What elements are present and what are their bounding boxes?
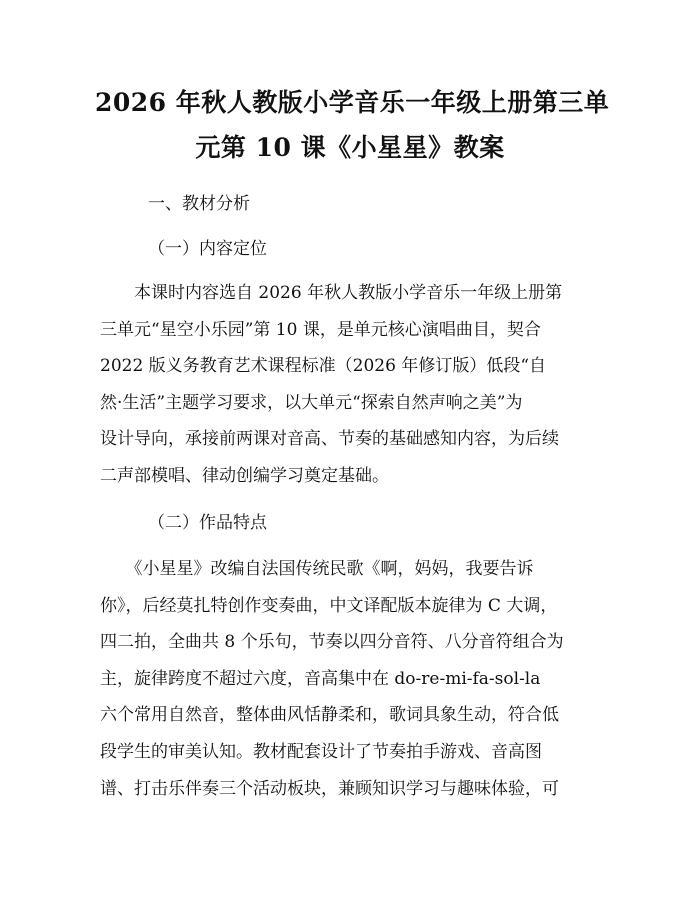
- paragraph-line: 你》，后经莫扎特创作变奏曲，中文译配版本旋律为 C 大调，: [100, 596, 558, 616]
- document-title-line-1: 2026 年秋人教版小学音乐一年级上册第三单: [95, 88, 610, 117]
- paragraph-line: 六个常用自然音，整体曲风恬静柔和，歌词具象生动，符合低: [100, 705, 559, 725]
- paragraph-line: 三单元“星空小乐园”第 10 课，是单元核心演唱曲目，契合: [100, 320, 541, 340]
- paragraph-line: 2022 版义务教育艺术课程标准（2026 年修订版）低段“自: [100, 356, 547, 376]
- paragraph-line: 四二拍，全曲共 8 个乐句，节奏以四分音符、八分音符组合为: [100, 632, 564, 652]
- section-heading-materials-analysis: 一、教材分析: [148, 194, 250, 214]
- paragraph-line: 《小星星》改编自法国传统民歌《啊，妈妈，我要告诉: [100, 559, 534, 579]
- paragraph-line: 段学生的审美认知。教材配套设计了节奏拍手游戏、音高图: [100, 742, 542, 762]
- paragraph-line: 谱、打击乐伴奏三个活动板块，兼顾知识学习与趣味体验，可: [100, 779, 559, 799]
- paragraph-line: 主，旋律跨度不超过六度，音高集中在 do-re-mi-fa-sol-la: [100, 669, 541, 689]
- subsection-heading-content-positioning: （一）内容定位: [148, 239, 267, 259]
- paragraph-line: 本课时内容选自 2026 年秋人教版小学音乐一年级上册第: [100, 283, 563, 303]
- paragraph-line: 然·生活”主题学习要求，以大单元“探索自然声响之美”为: [100, 393, 523, 413]
- paragraph-line: 设计导向，承接前两课对音高、节奏的基础感知内容，为后续: [100, 429, 559, 449]
- document-title-line-2: 元第 10 课《小星星》教案: [195, 133, 505, 162]
- subsection-heading-work-features: （二）作品特点: [148, 513, 267, 533]
- paragraph-line: 二声部模唱、律动创编学习奠定基础。: [100, 466, 389, 486]
